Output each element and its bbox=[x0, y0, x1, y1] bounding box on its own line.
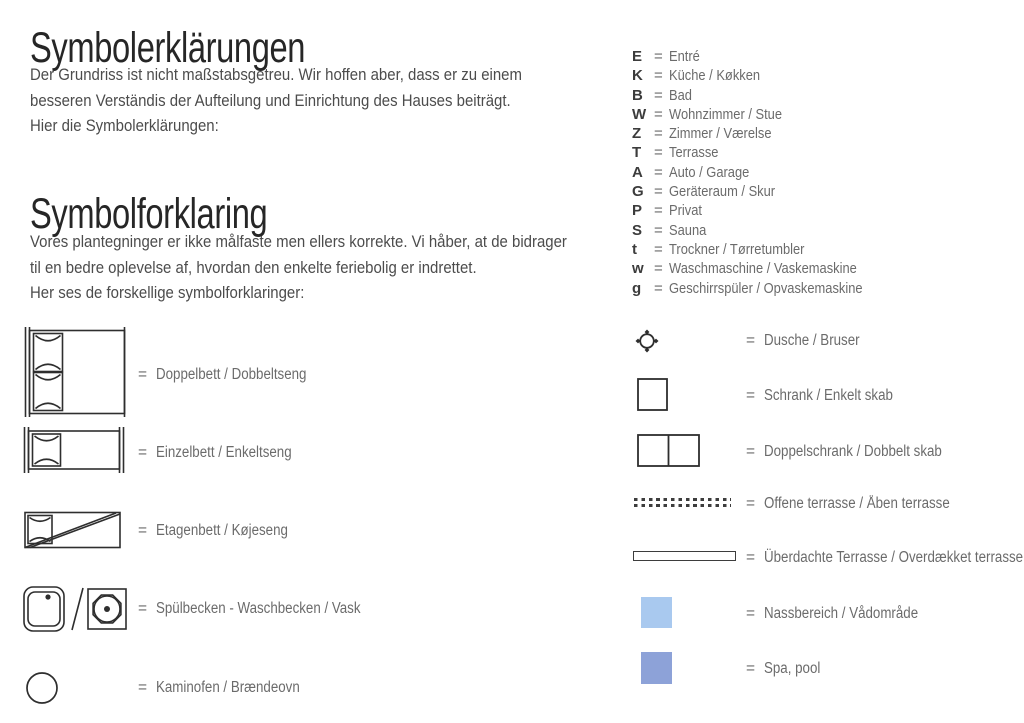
abbreviation-letter: W bbox=[632, 105, 647, 123]
abbreviation-label: Waschmaschine / Vaskemaskine bbox=[669, 260, 857, 278]
double-cabinet-icon bbox=[637, 434, 700, 467]
single-bed-icon bbox=[22, 427, 126, 473]
sink-basin-label-text: Spülbecken - Waschbecken / Vask bbox=[156, 600, 361, 617]
abbreviation-label: Geschirrspüler / Opvaskemaskine bbox=[669, 279, 863, 297]
abbreviation-label: Bad bbox=[669, 86, 692, 104]
equals-sign: = bbox=[654, 183, 663, 201]
abbreviation-label: Geräteraum / Skur bbox=[669, 183, 776, 201]
abbreviation-letter: P bbox=[632, 202, 643, 220]
danish-intro-line3: Her ses de forskellige symbolforklaringer: bbox=[30, 283, 305, 302]
abbreviation-row bbox=[632, 280, 894, 299]
german-intro-line1: Der Grundriss ist nicht maßstabsgetreu. Wir hoffen aber, dass er zu einem bbox=[30, 65, 522, 84]
abbreviation-row bbox=[632, 183, 894, 202]
abbreviation-letter: G bbox=[632, 183, 644, 201]
shower-label bbox=[746, 332, 875, 350]
equals-sign: = bbox=[746, 660, 756, 677]
german-intro-line2: besseren Verständis der Aufteilung und Einrichtung des Hauses beiträgt. bbox=[30, 90, 511, 110]
equals-sign: = bbox=[746, 549, 756, 566]
spa-pool-swatch bbox=[641, 652, 672, 684]
wet-area-swatch bbox=[641, 597, 672, 628]
abbreviation-label: Zimmer / Værelse bbox=[669, 125, 772, 143]
single-bed-label-text: Einzelbett / Enkeltseng bbox=[156, 444, 292, 461]
bunk-bed-label-text: Etagenbett / Køjeseng bbox=[156, 522, 288, 539]
abbreviation-row bbox=[632, 202, 894, 221]
abbreviation-row bbox=[632, 106, 894, 125]
abbreviation-letter: K bbox=[632, 67, 643, 85]
open-terrace-dash-row bbox=[634, 498, 731, 501]
abbreviation-label: Wohnzimmer / Stue bbox=[669, 105, 783, 123]
single-cabinet-label-text: Schrank / Enkelt skab bbox=[764, 387, 893, 404]
abbreviation-row bbox=[632, 164, 894, 183]
equals-sign: = bbox=[746, 443, 756, 460]
equals-sign: = bbox=[138, 679, 148, 696]
equals-sign: = bbox=[138, 444, 148, 461]
equals-sign: = bbox=[746, 495, 756, 512]
double-bed-label bbox=[138, 366, 331, 384]
single-cabinet-label bbox=[746, 387, 914, 405]
sink-basin-icon bbox=[22, 583, 130, 635]
equals-sign: = bbox=[138, 600, 148, 617]
german-intro bbox=[30, 62, 589, 139]
abbreviation-row bbox=[632, 222, 894, 241]
double-bed-label-text: Doppelbett / Dobbeltseng bbox=[156, 366, 307, 383]
shower-icon bbox=[634, 328, 660, 354]
abbreviation-letter: g bbox=[632, 279, 642, 297]
wood-stove-label-text: Kaminofen / Brændeovn bbox=[156, 679, 300, 696]
wet-area-label bbox=[746, 605, 943, 623]
abbreviation-label: Terrasse bbox=[669, 144, 719, 162]
abbreviation-letter: Z bbox=[632, 125, 642, 143]
abbreviation-label: Auto / Garage bbox=[669, 163, 750, 181]
equals-sign: = bbox=[654, 202, 663, 220]
abbreviation-letter: T bbox=[632, 144, 642, 162]
equals-sign: = bbox=[654, 260, 663, 278]
open-terrace-dash-row bbox=[634, 504, 731, 507]
single-cabinet-icon bbox=[637, 378, 668, 411]
bunk-bed-icon bbox=[24, 511, 122, 549]
abbreviation-list bbox=[632, 48, 894, 299]
equals-sign: = bbox=[746, 387, 756, 404]
abbreviation-row bbox=[632, 241, 894, 260]
abbreviation-row bbox=[632, 48, 894, 67]
abbreviation-letter: S bbox=[632, 221, 643, 239]
covered-terrace-label bbox=[746, 549, 1024, 567]
equals-sign: = bbox=[654, 105, 663, 123]
equals-sign: = bbox=[138, 366, 148, 383]
equals-sign: = bbox=[138, 522, 148, 539]
double-bed-icon bbox=[23, 327, 127, 417]
abbreviation-row bbox=[632, 125, 894, 144]
danish-title-text: Symbolforklaring bbox=[30, 189, 268, 238]
abbreviation-letter: B bbox=[632, 86, 643, 104]
equals-sign: = bbox=[654, 240, 663, 258]
equals-sign: = bbox=[654, 279, 663, 297]
danish-intro bbox=[30, 229, 640, 306]
spa-pool-label-text: Spa, pool bbox=[764, 660, 821, 677]
equals-sign: = bbox=[746, 332, 756, 349]
shower-label-text: Dusche / Bruser bbox=[764, 332, 860, 349]
equals-sign: = bbox=[654, 48, 663, 65]
equals-sign: = bbox=[746, 605, 756, 622]
wood-stove-label bbox=[138, 679, 323, 697]
abbreviation-letter: t bbox=[632, 240, 637, 258]
danish-intro-line2: til en bedre oplevelse af, hvordan den enkelte feriebolig er indrettet. bbox=[30, 257, 477, 277]
open-terrace-label-text: Offene terrasse / Åben terrasse bbox=[764, 495, 950, 512]
abbreviation-row bbox=[632, 144, 894, 163]
bunk-bed-label bbox=[138, 522, 309, 540]
open-terrace-label bbox=[746, 495, 980, 513]
equals-sign: = bbox=[654, 221, 663, 239]
abbreviation-row bbox=[632, 67, 894, 86]
abbreviation-letter: w bbox=[632, 260, 644, 278]
covered-terrace-icon bbox=[633, 551, 736, 561]
single-bed-label bbox=[138, 444, 314, 462]
equals-sign: = bbox=[654, 163, 663, 181]
sink-basin-label bbox=[138, 600, 394, 618]
equals-sign: = bbox=[654, 86, 663, 104]
wood-stove-icon bbox=[25, 671, 59, 705]
open-terrace-icon bbox=[634, 498, 731, 507]
german-intro-line3: Hier die Symbolerklärungen: bbox=[30, 116, 219, 135]
german-title-text: Symbolerklärungen bbox=[30, 23, 306, 72]
covered-terrace-label-text: Überdachte Terrasse / Overdækket terrasse bbox=[764, 549, 1024, 566]
abbreviation-label: Sauna bbox=[669, 221, 707, 239]
abbreviation-label: Trockner / Tørretumbler bbox=[669, 240, 805, 258]
abbreviation-letter: A bbox=[632, 163, 643, 181]
wet-area-label-text: Nassbereich / Vådområde bbox=[764, 605, 919, 622]
double-cabinet-label bbox=[746, 443, 971, 461]
abbreviation-label: Privat bbox=[669, 202, 702, 220]
abbreviation-label: Küche / Køkken bbox=[669, 67, 761, 85]
equals-sign: = bbox=[654, 67, 663, 85]
equals-sign: = bbox=[654, 144, 663, 162]
spa-pool-label bbox=[746, 660, 830, 678]
equals-sign: = bbox=[654, 125, 663, 143]
double-cabinet-label-text: Doppelschrank / Dobbelt skab bbox=[764, 443, 942, 460]
abbreviation-letter: E bbox=[632, 48, 643, 65]
abbreviation-row bbox=[632, 260, 894, 279]
danish-intro-line1: Vores plantegninger er ikke målfaste men ellers korrekte. Vi håber, at de bidrager bbox=[30, 232, 567, 251]
abbreviation-label: Entré bbox=[669, 48, 700, 65]
abbreviation-row bbox=[632, 87, 894, 106]
